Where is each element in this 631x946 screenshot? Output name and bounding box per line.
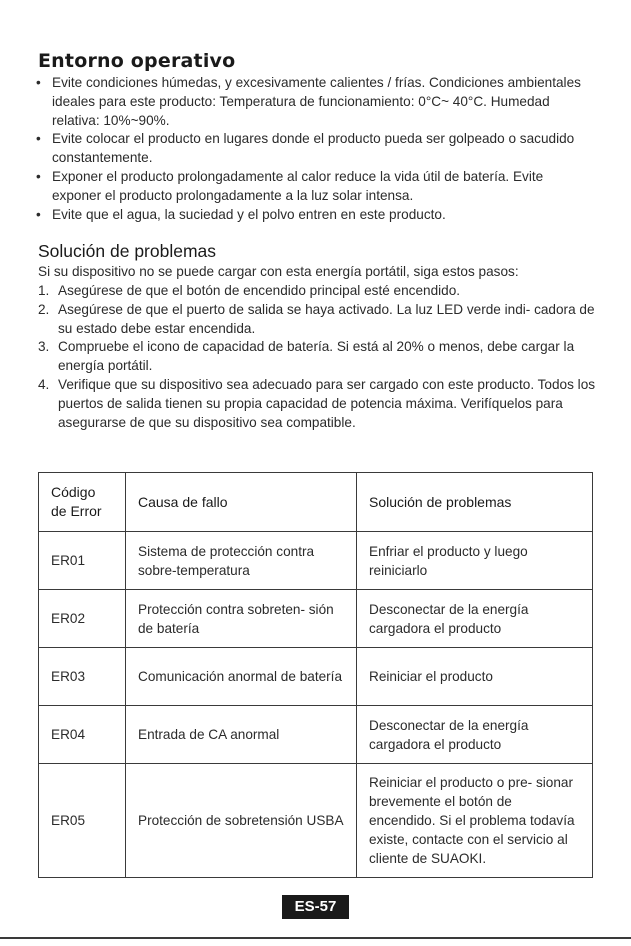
error-code-table	[38, 472, 593, 878]
header-fault-cause: Causa de fallo	[126, 473, 357, 532]
solution-cell: Reiniciar el producto	[357, 648, 593, 706]
bottom-rule	[0, 937, 631, 939]
step-text: Verifique que su dispositivo sea adecuado para ser cargado con este producto. Todos los puertos de salida tienen su propia capacidad de potencia máxima. Verifíquelos para asegurarse de que su dispositivo sea compatible.	[58, 376, 596, 430]
step-item	[38, 338, 598, 376]
section-title-operating-environment: Entorno operativo	[38, 50, 236, 72]
table-row	[39, 706, 593, 764]
list-item-text: Evite que el agua, la suciedad y el polvo entren en este producto.	[52, 206, 446, 222]
solution-cell: Enfriar el producto y luego reiniciarlo	[357, 532, 593, 590]
operating-environment-list	[36, 74, 596, 224]
list-item	[36, 206, 596, 225]
solution-cell: Desconectar de la energía cargadora el producto	[357, 706, 593, 764]
table-row	[39, 590, 593, 648]
fault-cause-cell: Entrada de CA anormal	[126, 706, 357, 764]
bullet: •	[36, 168, 41, 184]
solution-cell: Desconectar de la energía cargadora el producto	[357, 590, 593, 648]
troubleshooting-steps	[38, 282, 598, 432]
list-item-text: Exponer el producto prolongadamente al calor reduce la vida útil de batería. Evite exponer el producto prolongadamente a la luz solar intensa.	[52, 168, 544, 203]
step-text: Compruebe el icono de capacidad de batería. Si está al 20% o menos, debe cargar la energía portátil.	[58, 339, 575, 374]
step-item	[38, 282, 598, 301]
table-row	[39, 532, 593, 590]
fault-cause-cell: Protección contra sobreten- sión de batería	[126, 590, 357, 648]
table-header-row	[39, 473, 593, 532]
list-item	[36, 130, 596, 168]
list-item	[36, 74, 596, 130]
step-item	[38, 301, 598, 339]
section-title-troubleshooting: Solución de problemas	[38, 241, 217, 261]
error-code-cell: ER04	[39, 706, 126, 764]
fault-cause-cell: Protección de sobretensión USBA	[126, 764, 357, 878]
bullet: •	[36, 75, 41, 90]
solution-cell: Reiniciar el producto o pre- sionar brevemente el botón de encendido. Si el problema todavía existe, contacte con el servicio al cliente de SUAOKI.	[357, 764, 593, 878]
step-number: 1.	[38, 283, 50, 298]
table-row	[39, 648, 593, 706]
error-code-cell: ER05	[39, 764, 126, 878]
step-text: Asegúrese de que el puerto de salida se haya activado. La luz LED verde indi- cadora de su estado debe estar encendida.	[58, 301, 595, 336]
bullet: •	[36, 206, 41, 222]
header-solution: Solución de problemas	[357, 473, 593, 532]
fault-cause-cell: Sistema de protección contra sobre-temperatura	[126, 532, 357, 590]
list-item	[36, 168, 596, 206]
step-number: 4.	[38, 376, 50, 392]
step-item	[38, 376, 598, 432]
table-row	[39, 764, 593, 878]
page-number: ES-57	[282, 895, 349, 919]
step-number: 2.	[38, 301, 50, 317]
bullet: •	[36, 131, 41, 147]
header-error-code: Código de Error	[39, 473, 126, 532]
step-text: Asegúrese de que el botón de encendido principal esté encendido.	[58, 283, 461, 298]
troubleshooting-intro: Si su dispositivo no se puede cargar con esta energía portátil, siga estos pasos:	[38, 264, 519, 279]
step-number: 3.	[38, 339, 50, 355]
error-code-cell: ER03	[39, 648, 126, 706]
error-code-cell: ER01	[39, 532, 126, 590]
fault-cause-cell: Comunicación anormal de batería	[126, 648, 357, 706]
list-item-text: Evite colocar el producto en lugares donde el producto pueda ser golpeado o sacudido constantemente.	[52, 131, 575, 166]
error-code-cell: ER02	[39, 590, 126, 648]
list-item-text: Evite condiciones húmedas, y excesivamente calientes / frías. Condiciones ambientales ideales para este producto: Temperatura de funcionamiento: 0°C~ 40°C. Humedad relativa: 10%~90%.	[52, 75, 581, 128]
